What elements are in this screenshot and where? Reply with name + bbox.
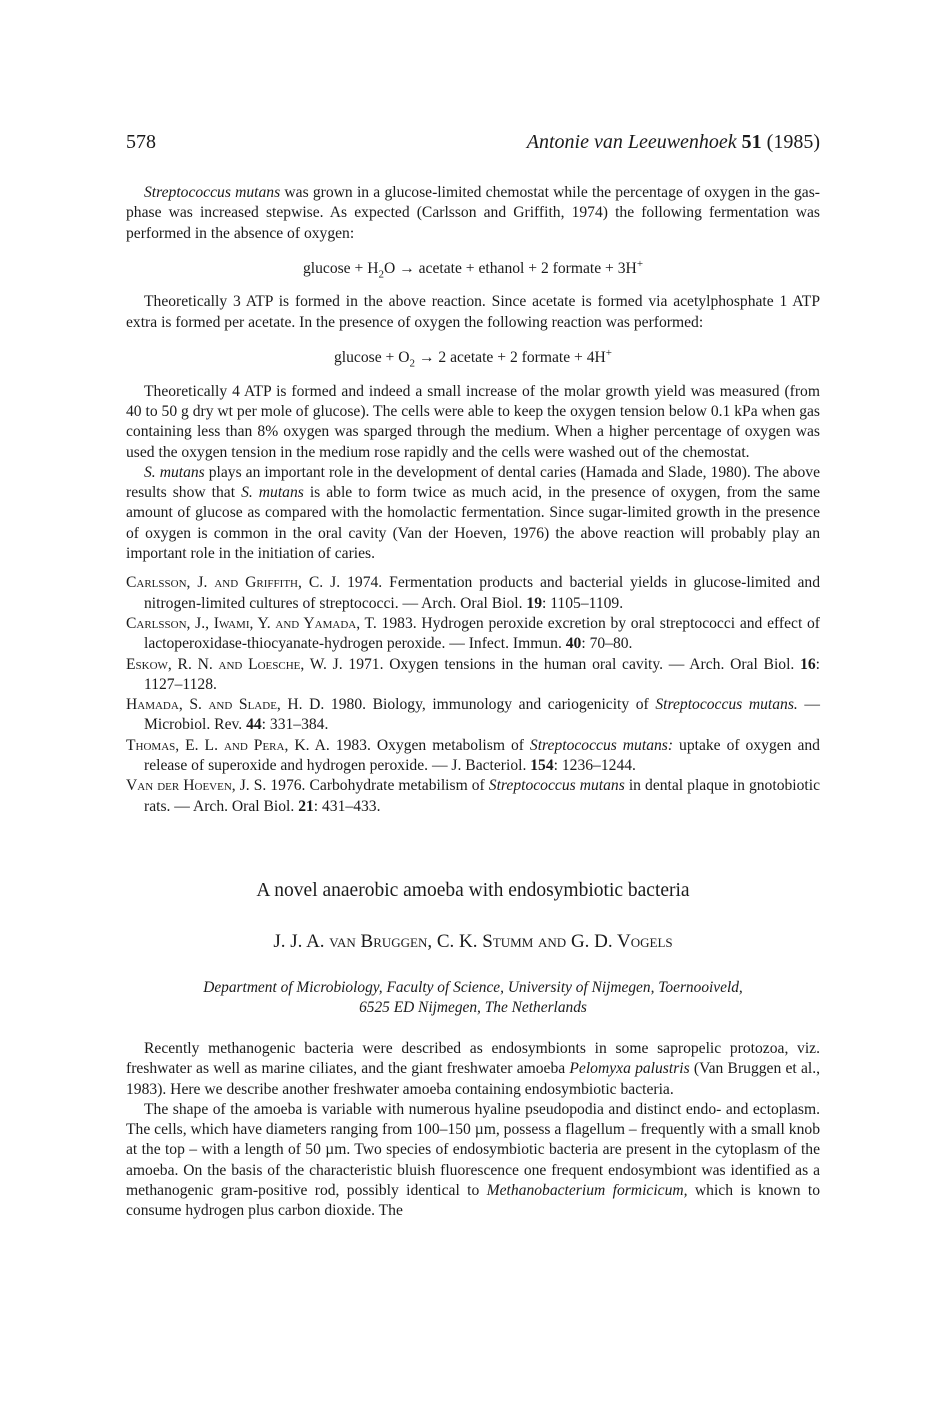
species-name: Pelomyxa palustris	[569, 1060, 690, 1078]
reference-item: Hamada, S. and Slade, H. D. 1980. Biology, immunology and cariogenicity of Streptococcus mutans. — Microbiol. Rev. 44: 331–384.	[126, 696, 821, 734]
reference-item: Carlsson, J. and Griffith, C. J. 1974. Fermentation products and bacterial yields in glucose-limited and nitrogen-limited cultures of streptococci. — Arch. Oral Biol. 19: 1105–1109.	[126, 574, 820, 612]
paragraph: Theoretically 4 ATP is formed and indeed a small increase of the molar growth yield was measured (from 40 to 50 g dry wt per mole of glucose). The cells were able to keep the oxygen tension below 0.1 kPa when gas containing less than 8% oxygen was sparged through the medium. When a higher percentage of oxygen was used the oxygen tension in the medium rose rapidly and the cells were washed out of the chemostat.	[126, 382, 820, 461]
running-header	[126, 131, 820, 161]
article1-body	[126, 183, 820, 817]
paragraph: Theoretically 3 ATP is formed in the above reaction. Since acetate is formed via acetylphosphate 1 ATP extra is formed per acetate. In the presence of oxygen the following reaction was performed:	[126, 293, 820, 331]
reference-item: Thomas, E. L. and Pera, K. A. 1983. Oxygen metabolism of Streptococcus mutans: uptake of oxygen and release of superoxide and hydrogen peroxide. — J. Bacteriol. 154: 1236–1244.	[126, 736, 820, 775]
reference-list	[126, 573, 820, 817]
species-name: Methanobacterium formicicum,	[486, 1182, 688, 1200]
journal-title: Antonie van Leeuwenhoek	[526, 131, 737, 153]
species-name: S. mutans	[144, 463, 205, 481]
equation: $glucose + O_2 \to 2$ acetate + 2 formate + 4H+	[334, 347, 612, 370]
journal-year: (1985)	[766, 131, 820, 153]
reference-item: Eskow, R. N. and Loesche, W. J. 1971. Oxygen tensions in the human oral cavity. — Arch. Oral Biol. 16: 1127–1128.	[126, 655, 820, 693]
species-name: Streptococcus mutans	[144, 184, 281, 201]
equation: $glucose + H_2O$ → acetate + ethanol + 2 formate + 3H+	[302, 257, 644, 281]
reference-item: Van der Hoeven, J. S. 1976. Carbohydrate metabilism of Streptococcus mutans in dental plaque in gnotobiotic rats. — Arch. Oral Biol. 21: 431–433.	[126, 777, 820, 815]
reference-item: Carlsson, J., Iwami, Y. and Yamada, T. 1983. Hydrogen peroxide excretion by oral streptococci and effect of lactoperoxidase-thiocyanate-hydrogen peroxide. — Infect. Immun. 40: 70–80.	[126, 614, 821, 653]
paragraph: Recently methanogenic bacteria were described as endosymbionts in some sapropelic protozoa, viz. freshwater as well as marine ciliates, and the giant freshwater amoeba Pelomyxa palustris (Van Bruggen et al., 1983). Here we describe another freshwater amoeba containing endosymbiotic bacteria.	[126, 1040, 821, 1098]
affiliation: Department of Microbiology, Faculty of Science, University of Nijmegen, Toernooiveld, 6525 ED Nijmegen, The Netherlands	[203, 979, 743, 1016]
article-authors: J. J. A. van Bruggen, C. K. Stumm and G. D. Vogels	[273, 931, 673, 952]
journal-citation	[527, 131, 820, 154]
journal-volume: 51	[741, 131, 762, 153]
paragraph: S. mutans plays an important role in the development of dental caries (Hamada and Slade, 1980). The above results show that S. mutans is able to form twice as much acid, in the presence of oxygen, from the same amount of glucose as compared with the homolactic fermentation. Since sugar-limited growth in the presence of oxygen is common in the oral cavity (Van der Hoeven, 1976) the above reaction will probably play an important role in the initiation of caries.	[126, 463, 820, 563]
paragraph: Streptococcus mutans was grown in a glucose-limited chemostat while the percentage of oxygen in the gas-phase was increased stepwise. As expected (Carlsson and Griffith, 1974) the following fermentation was performed in the absence of oxygen:	[126, 184, 820, 242]
article-title: A novel anaerobic amoeba with endosymbiotic bacteria	[256, 880, 690, 901]
article2-body	[126, 1039, 820, 1222]
paragraph: The shape of the amoeba is variable with numerous hyaline pseudopodia and distinct endo- and ectoplasm. The cells, which have diameters ranging from 100–150 µm, possess a flagellum – frequently with a small knob at the top – with a length of 50 µm. Two species of endosymbiotic bacteria are present in the cytoplasm of the amoeba. On the basis of the characteristic bluish fluorescence one frequent endosymbiont was identified as a methanogenic gram-positive rod, possibly identical to Methanobacterium formicicum, which is known to consume hydrogen plus carbon dioxide. The	[126, 1100, 820, 1220]
species-name: S. mutans	[241, 484, 304, 502]
page-number: 578	[126, 131, 156, 153]
